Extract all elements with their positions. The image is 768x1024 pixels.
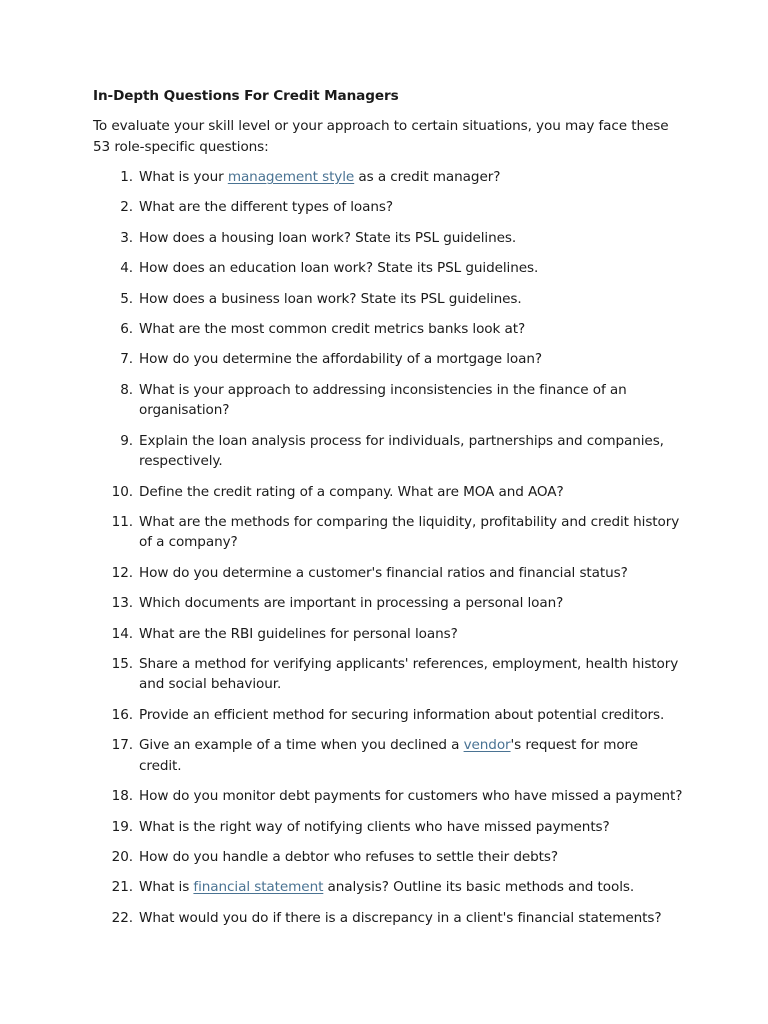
question-item: [93, 167, 683, 188]
question-text: [139, 563, 683, 584]
question-number: 14.: [111, 625, 133, 642]
question-item: [93, 349, 683, 370]
document-page: [93, 86, 683, 938]
question-text-part: How does a housing loan work? State its PSL guidelines.: [139, 229, 517, 246]
question-number: 1.: [120, 169, 133, 185]
question-text-part: What is your: [139, 169, 228, 185]
question-number: 21.: [111, 879, 133, 896]
question-text: [139, 258, 683, 279]
question-item: [93, 705, 683, 726]
question-link[interactable]: financial statement: [193, 879, 324, 896]
question-text: [139, 593, 683, 614]
question-text-part: What is the right way of notifying clients who have missed payments?: [139, 818, 610, 835]
question-text-part: How do you handle a debtor who refuses to settle their debts?: [139, 848, 558, 865]
question-text-part: How do you determine the affordability of a mortgage loan?: [139, 351, 542, 368]
question-item: [93, 563, 683, 584]
question-text-part: How does a business loan work? State its PSL guidelines.: [139, 290, 522, 307]
question-text-part: What are the methods for comparing the liquidity, profitability and credit history of a company?: [139, 513, 680, 551]
question-number: 6.: [120, 320, 133, 337]
question-number: 8.: [120, 381, 133, 398]
question-item: [93, 908, 683, 929]
question-number: 12.: [111, 564, 133, 581]
question-number: 18.: [111, 788, 133, 805]
question-text-part: Explain the loan analysis process for individuals, partnerships and companies, respectively.: [139, 432, 664, 470]
question-number: 5.: [120, 290, 133, 307]
question-item: [93, 482, 683, 503]
question-text-part: What is: [139, 879, 194, 896]
question-number: 2.: [120, 199, 133, 216]
question-text-part: Give an example of a time when you declined a: [139, 737, 464, 754]
question-text: [139, 877, 683, 898]
question-item: [93, 593, 683, 614]
question-text: [139, 817, 683, 838]
question-text-part: What would you do if there is a discrepancy in a client's financial statements?: [139, 909, 662, 926]
question-text: [139, 654, 683, 695]
question-item: [93, 319, 683, 340]
question-number: 10.: [111, 483, 133, 500]
question-link[interactable]: management style: [227, 169, 355, 185]
intro-paragraph: To evaluate your skill level or your approach to certain situations, you may face these 53 role-specific questions:: [93, 118, 669, 155]
question-number: 11.: [111, 513, 133, 530]
question-item: [93, 817, 683, 838]
question-number: 19.: [111, 818, 133, 835]
question-text-part: Provide an efficient method for securing information about potential creditors.: [139, 706, 665, 723]
question-number: 9.: [120, 432, 133, 449]
question-text-part: Which documents are important in processing a personal loan?: [139, 595, 564, 612]
question-text: [139, 197, 683, 218]
question-item: [93, 258, 683, 279]
document-heading: In-Depth Questions For Credit Managers: [93, 88, 399, 104]
question-item: [93, 380, 683, 421]
question-text: [139, 228, 683, 249]
question-text: [139, 319, 683, 340]
question-item: [93, 847, 683, 868]
question-text-part: How do you monitor debt payments for customers who have missed a payment?: [139, 788, 683, 805]
question-text: [139, 624, 683, 645]
question-item: [93, 654, 683, 695]
question-text-part: What are the different types of loans?: [139, 199, 393, 216]
question-item: [93, 197, 683, 218]
question-text: [139, 786, 683, 807]
question-number: 4.: [120, 260, 133, 277]
question-item: [93, 512, 683, 553]
question-text: [139, 431, 683, 472]
question-item: [93, 877, 683, 898]
question-text: [139, 847, 683, 868]
question-text-part: Define the credit rating of a company. What are MOA and AOA?: [139, 483, 564, 500]
question-item: [93, 228, 683, 249]
question-number: 7.: [120, 351, 133, 368]
question-number: 22.: [111, 909, 133, 926]
question-item: [93, 289, 683, 310]
question-text: [139, 167, 683, 188]
question-number: 13.: [111, 595, 133, 612]
question-item: [93, 786, 683, 807]
question-number: 17.: [111, 737, 133, 754]
question-text: [139, 349, 683, 370]
question-text: [139, 908, 683, 929]
question-text: [139, 482, 683, 503]
question-text-part: analysis? Outline its basic methods and tools.: [323, 879, 635, 896]
question-text-part: What is your approach to addressing inconsistencies in the finance of an organisation?: [139, 381, 627, 419]
question-link[interactable]: vendor: [463, 737, 511, 754]
question-text-part: Share a method for verifying applicants' references, employment, health history and social behaviour.: [139, 655, 679, 693]
question-text: [139, 512, 683, 553]
question-text-part: How does an education loan work? State its PSL guidelines.: [139, 260, 539, 277]
question-number: 15.: [111, 655, 133, 672]
question-text-part: How do you determine a customer's financial ratios and financial status?: [139, 564, 628, 581]
question-number: 16.: [111, 706, 133, 723]
question-number: 3.: [120, 229, 133, 246]
question-item: [93, 735, 683, 776]
question-text-part: as a credit manager?: [354, 169, 501, 185]
question-text: [139, 289, 683, 310]
question-list: [93, 167, 683, 928]
question-number: 20.: [111, 848, 133, 865]
question-text-part: What are the RBI guidelines for personal loans?: [139, 625, 458, 642]
question-item: [93, 431, 683, 472]
question-text: [139, 380, 683, 421]
question-text: [139, 735, 683, 776]
question-text: [139, 705, 683, 726]
question-text-part: What are the most common credit metrics banks look at?: [139, 320, 526, 337]
question-text-part: 's request for more credit.: [139, 737, 639, 774]
question-item: [93, 624, 683, 645]
